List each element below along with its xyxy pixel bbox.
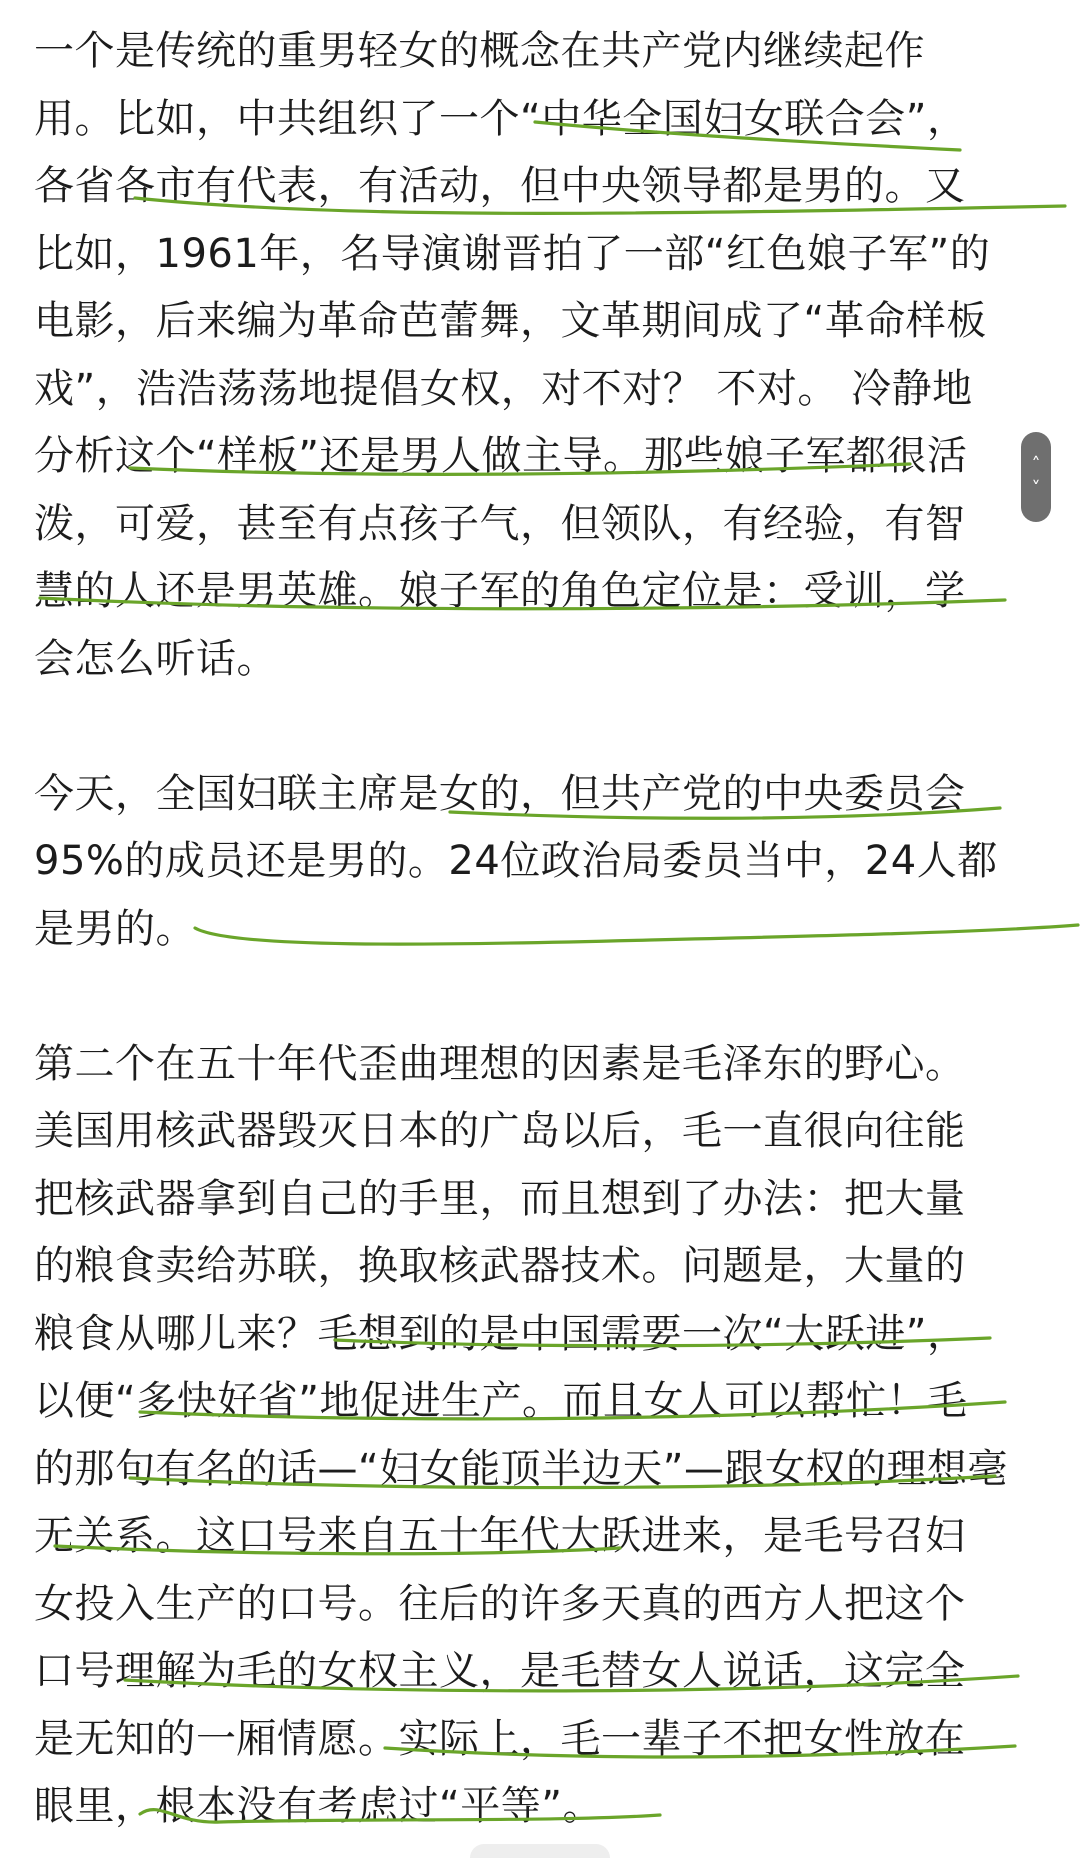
bottom-edge-shape — [470, 1844, 610, 1858]
scroll-control[interactable] — [1021, 432, 1051, 522]
chevron-up-icon[interactable]: ˄ — [1031, 454, 1041, 475]
article-body — [34, 18, 1034, 1841]
paragraph-3: 第二个在五十年代歪曲理想的因素是毛泽东的野心。 美国用核武器毁灭日本的广岛以后，毛一直很向往能 把核武器拿到自己的手里，而且想到了办法：把大量 的粮食卖给苏联，换取核武器技术。问题是，大量的 粮食从哪儿来？毛想到的是中国需要一次“大跃进”， 以便“多快好省”地促进生产。而且女人可以帮忙！毛 的那句有名的话—“妇女能顶半边天”—跟女权的理想毫 无关系。这口号来自五十年代大跃进来，是毛号召妇 女投入生产的口号。往后的许多天真的西方人把这个 口号理解为毛的女权主义，是毛替女人说话，这完全 是无知的一厢情愿。实际上，毛一辈子不把女性放在 眼里，根本没有考虑过“平等”。 — [34, 1040, 1008, 1829]
chevron-down-icon[interactable]: ˅ — [1031, 478, 1041, 499]
paragraph-1: 一个是传统的重男轻女的概念在共产党内继续起作 用。比如，中共组织了一个“中华全国妇女联合会”， 各省各市有代表，有活动，但中央领导都是男的。又 比如，1961年，名导演谢晋拍了一部“红色娘子军”的 电影，后来编为革命芭蕾舞，文革期间成了“革命样板 戏”，浩浩荡荡地提倡女权，对不对？ 不对。 冷静地 分析这个“样板”还是男人做主导。那些娘子军都很活 泼，可爱，甚至有点孩子气，但领队，有经验，有智 慧的人还是男英雄。娘子军的角色定位是：受训，学 会怎么听话。 — [34, 28, 991, 682]
paragraph-2: 今天，全国妇联主席是女的，但共产党的中央委员会 95%的成员还是男的。24位政治局委员当中，24人都 是男的。 — [34, 770, 998, 952]
